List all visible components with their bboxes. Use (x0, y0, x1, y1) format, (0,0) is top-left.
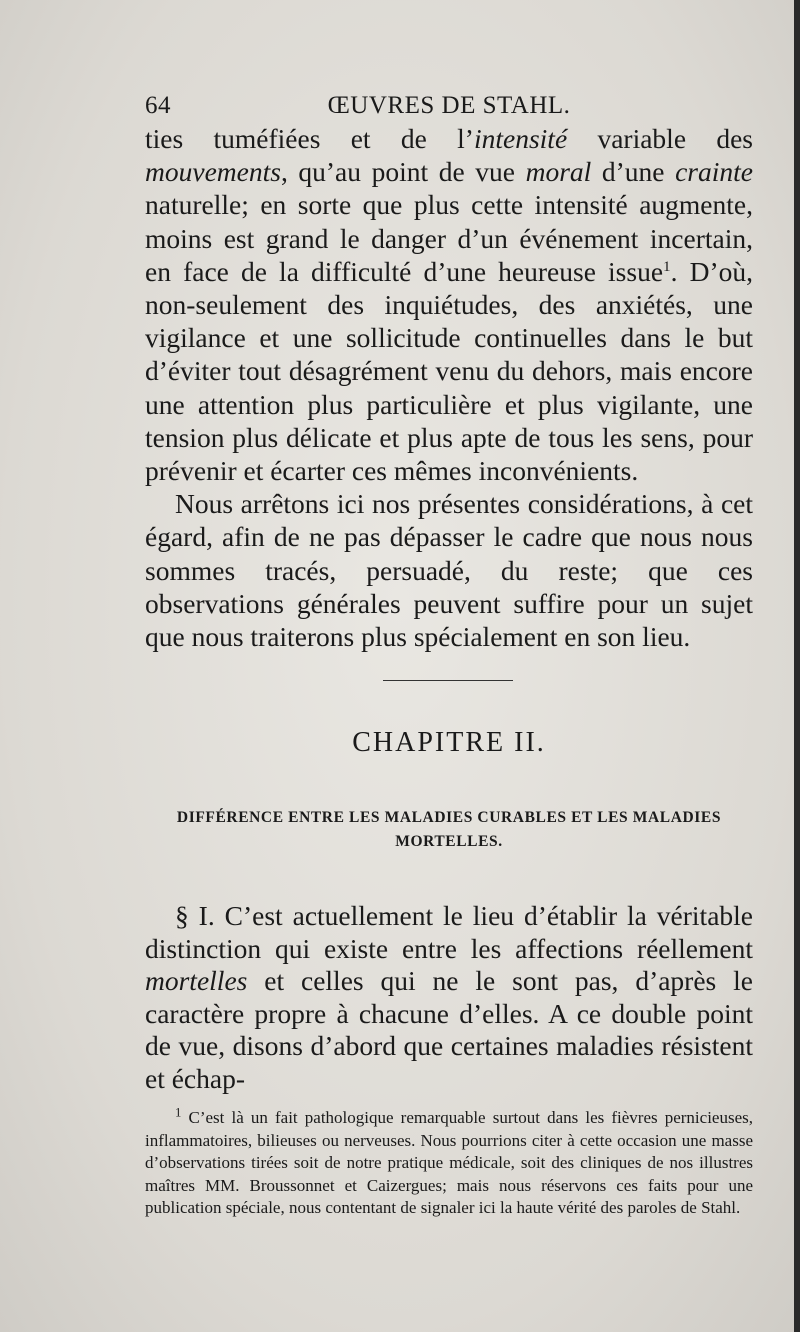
section-divider (383, 680, 513, 681)
chapter-subtitle: DIFFÉRENCE ENTRE LES MALADIES CURABLES ET LES MALADIES MORTELLES. (176, 809, 722, 850)
paragraph-1: ties tuméfiées et de l’intensité variable des mouvements, qu’au point de vue moral d’une crainte naturelle; en sorte que plus cette intensité augmente, moins est grand le danger d’un événement incertain, en face de la difficulté d’une heureuse issue$^1$. D’où, non-seulement des inquiétudes, des anxiétés, une vigilance et une sollicitude continuelles dans le but d’éviter tout désagrément venu du dehors, mais encore une attention plus particulière et plus vigilante, une tension plus délicate et plus apte de tous les sens, pour prévenir et écarter ces mêmes inconvénients. (145, 123, 754, 487)
footnote-mark: 1 (175, 1105, 182, 1120)
chapter-title: CHAPITRE II. (352, 727, 546, 758)
body-text (145, 122, 753, 653)
footnote-reference: 1 (663, 258, 671, 275)
running-title: ŒUVRES DE STAHL. (327, 92, 571, 119)
page-number: 64 (145, 92, 171, 119)
paragraph-2: Nous arrêtons ici nos présentes considérations, à cet égard, afin de ne pas dépasser le cadre que nous nous sommes tracés, persuadé, du reste; que ces observations générales peuvent suffire pour un sujet que nous traiterons plus spécialement en son lieu. (145, 488, 753, 653)
section-paragraph: § I. C’est actuellement le lieu d’établir la véritable distinction qui existe entre les affections réellement mortelles et celles qui ne le sont pas, d’après le caractère propre à chacune d’elles. A ce double point de vue, disons d’abord que certaines maladies résistent et échap- (145, 900, 753, 1094)
footnote: $^1$ C’est là un fait pathologique remarquable surtout dans les fièvres pernicieuses, inflammatoires, bilieuses ou nerveuses. Nous pourrions citer à cette occasion une masse d’observations tirées soit de notre pratique médicale, soit des cliniques de nos illustres maîtres MM. Broussonnet et Caizergues; mais nous réservons ces faits pour une publication spéciale, nous contentant de signaler ici la haute vérité des paroles de Stahl. (145, 1105, 753, 1218)
page-edge-shadow (794, 0, 800, 1332)
page-header (145, 92, 753, 122)
